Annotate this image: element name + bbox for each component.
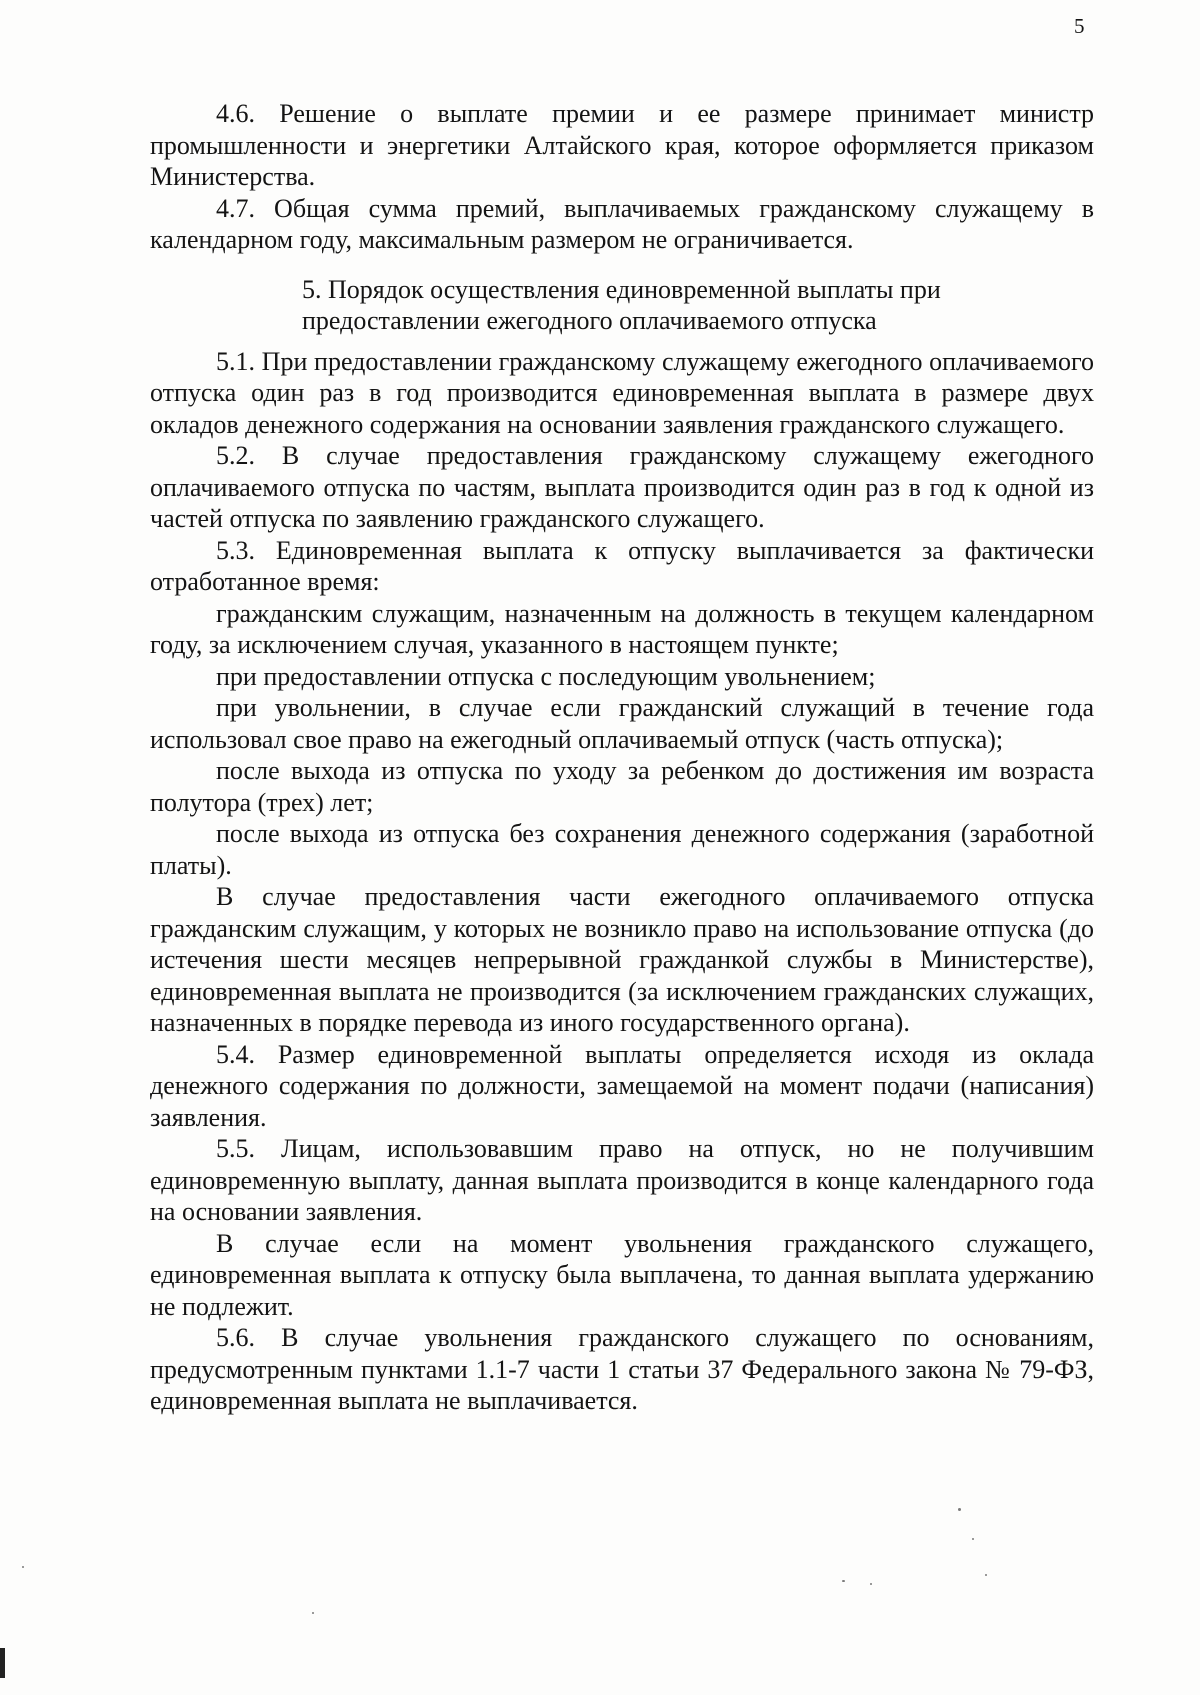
paragraph-5-1: 5.1. При предоставлении гражданскому служащему ежегодного оплачиваемого отпуска один раз в год производится единовременная выплата в размере двух окладов денежного содержания на основании заявления гражданского служащего. xyxy=(150,346,1094,439)
paragraph-5-3-item-4: после выхода из отпуска по уходу за ребенком до достижения им возраста полутора (трех) лет; xyxy=(150,756,1094,817)
paragraph-5-3-item-2: при предоставлении отпуска с последующим увольнением; xyxy=(216,661,876,691)
paragraph-4-7: 4.7. Общая сумма премий, выплачиваемых гражданскому служащему в календарном году, максимальным размером не ограничивается. xyxy=(150,193,1094,254)
scan-dot xyxy=(972,1538,974,1540)
scan-dot xyxy=(985,1574,987,1576)
paragraph-5-2: 5.2. В случае предоставления гражданскому служащему ежегодного оплачиваемого отпуска по частям, выплата производится один раз в год к одной из частей отпуска по заявлению гражданского служащего. xyxy=(150,441,1094,533)
section-5-heading-line-2: предоставлении ежегодного оплачиваемого отпуска xyxy=(302,306,877,335)
scan-dot xyxy=(312,1612,314,1614)
scan-dot xyxy=(958,1508,961,1511)
scan-dot xyxy=(870,1583,872,1585)
paragraph-4-6: 4.6. Решение о выплате премии и ее размере принимает министр промышленности и энергетики Алтайского края, которое оформляется приказом Министерства. xyxy=(150,99,1094,191)
paragraph-5-3-item-3: при увольнении, в случае если гражданский служащий в течение года использовал свое право на ежегодный оплачиваемый отпуск (часть отпуска); xyxy=(150,693,1094,754)
section-5-heading xyxy=(150,274,1094,337)
paragraph-5-5: 5.5. Лицам, использовавшим право на отпуск, но не получившим единовременную выплату, данная выплата производится в конце календарного года на основании заявления. xyxy=(150,1134,1094,1226)
scan-dot xyxy=(22,1566,24,1568)
paragraph-5-6: 5.6. В случае увольнения гражданского служащего по основаниям, предусмотренным пунктами 1.1-7 части 1 статьи 37 Федерального закона № 79-ФЗ, единовременная выплата не выплачивается. xyxy=(150,1323,1094,1415)
paragraph-5-3-item-5: после выхода из отпуска без сохранения денежного содержания (заработной платы). xyxy=(150,819,1094,880)
paragraph-5-3-item-1: гражданским служащим, назначенным на должность в текущем календарном году, за исключением случая, указанного в настоящем пункте; xyxy=(150,598,1094,659)
paragraph-5-5-dismissal: В случае если на момент увольнения гражданского служащего, единовременная выплата к отпуску была выплачена, то данная выплата удержанию не подлежит. xyxy=(150,1228,1094,1321)
paragraph-5-3: 5.3. Единовременная выплата к отпуску выплачивается за фактически отработанное время: xyxy=(150,535,1094,596)
paragraph-5-3-exception: В случае предоставления части ежегодного оплачиваемого отпуска гражданским служащим, у которых не возникло право на использование отпуска (до истечения шести месяцев непрерывной гражданкой службы в Министерстве), единовременная выплата не производится (за исключением гражданских служащих, назначенных в порядке перевода из иного государственного органа). xyxy=(150,882,1094,1037)
scan-dot xyxy=(842,1580,845,1582)
document-body xyxy=(150,98,1094,1417)
section-5-heading-line-1: 5. Порядок осуществления единовременной выплаты при xyxy=(302,274,941,304)
page-number: 5 xyxy=(1074,14,1085,38)
paragraph-5-4: 5.4. Размер единовременной выплаты определяется исходя из оклада денежного содержания по должности, замещаемой на момент подачи (написания) заявления. xyxy=(150,1039,1094,1132)
scan-edge-mark xyxy=(0,1648,5,1678)
